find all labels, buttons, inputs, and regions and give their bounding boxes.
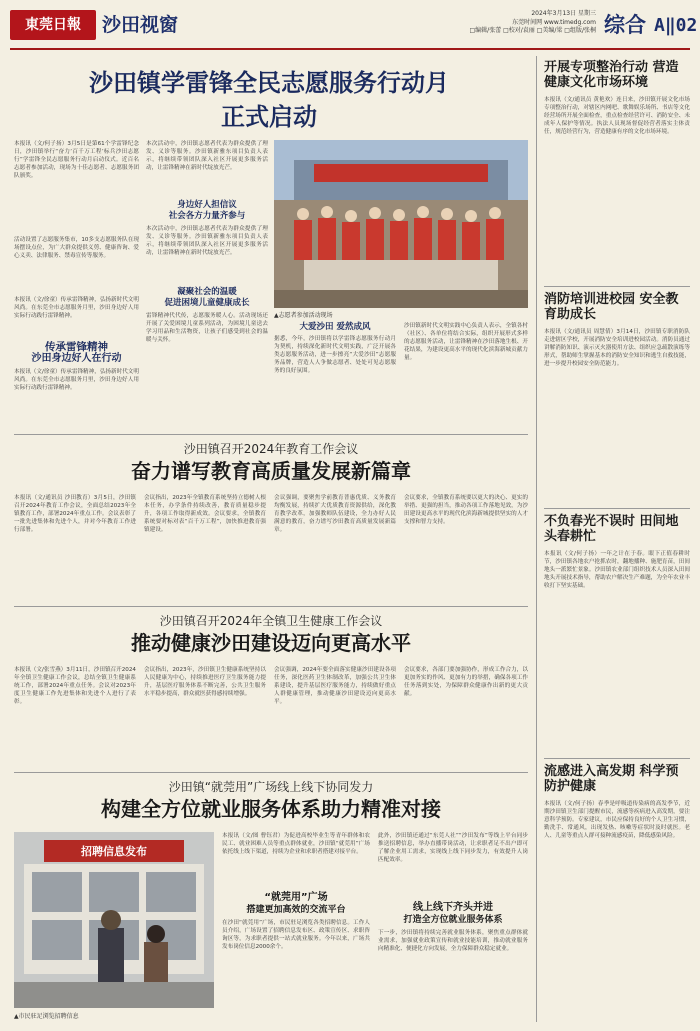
article4-paragraph: 本报讯（文/图 曹钰君）为促进高校毕业生等青年群体和农民工、就业困难人员等重点群体就业，沙田镇“就莞用”广场依托线上线下渠道，持续为企业和求职者搭建对接平台。 [222,833,370,856]
section-name: 综合 [604,13,646,37]
sidebar-story-body: 本报讯（文/何子扬）一年之计在于春。眼下正值春耕时节，沙田镇各地农户抢抓农时，翻地播种、施肥育苗，田间地头一派繁忙景象。沙田镇农业部门组织技术人员深入田间地头开展技术指导，帮助农户解决生产难题，为全年农业丰收打下坚实基础。 [544,551,690,590]
divider [544,286,690,287]
article3-column: 会议指出，2023年，沙田镇卫生健康系统坚持以人民健康为中心，持续推进医疗卫生服务能力提升，基层医疗服务体系不断完善，公共卫生服务水平稳步提高，群众就医获得感持续增强。 [144,667,266,698]
sidebar-story-body: 本报讯（文/何子扬）春季是呼吸道传染病的高发季节，近期沙田镇卫生部门提醒市民，流感等疾病进入高发期，要注意科学预防。专家建议，市民应保持良好的个人卫生习惯，勤洗手、常通风，出现发热、咳嗽等症状时及时就医。老人、儿童等重点人群可接种流感疫苗，降低感染风险。 [544,801,690,840]
article3-column: 会议要求，各部门要加强协作，形成工作合力，以更加务实的作风、更加有力的举措，确保各项工作任务落到实处，为保障群众健康作出新的更大贡献。 [404,667,528,698]
article3-column: 会议强调，2024年要全面落实健康沙田建设各项任务，深化医药卫生体制改革，加强公共卫生体系建设，提升基层医疗服务能力，持续做好重点人群健康管理，推动健康沙田建设迈向更高水平。 [274,667,396,706]
sidebar-story-3 [544,514,690,754]
article4-subhead: “就莞用”广场 [264,892,328,903]
date-line: 2024年3月13日 星期三 [531,10,596,17]
article4-column-right [378,832,528,1022]
divider [544,758,690,759]
divider [14,606,528,607]
lead-title-line1: 沙田镇学雷锋全民志愿服务行动月 [89,68,449,97]
lead-paragraph: 本次活动中，沙田镇志愿者代表为群众提供了理发、义诊等服务。沙田镇新雅东项目负责人表示，将继续带领团队深入社区开展更多服务活动，让雷锋精神在新时代绽放光芒。 [146,226,268,257]
lead-column-3 [274,322,396,432]
article2-title: 奋力谱写教育高质量发展新篇章 [131,459,411,483]
article4-column-left [222,832,370,1022]
article4-photo-caption: ▲市民驻足浏览招聘信息 [14,1013,79,1020]
lead-paragraph: 本报讯（文/何子扬）3月5日是第61个学雷锋纪念日，沙田镇举行“奋力‘百千万工程’标兵沙田志愿行”学雷锋全民志愿服务行动月启动仪式。近百名志愿者参加活动，现场为十佳志愿者、志愿服务团队颁奖。 [14,141,139,180]
lead-subhead: 社会各方力量齐参与 [168,211,246,221]
article2-body [14,494,528,600]
lead-paragraph: 沙田镇新时代文明实践中心负责人表示，全镇各村（社区）、各单位将结合实际，组织开展形式多样的志愿服务活动，让雷锋精神在沙田落地生根、开花结果，为建设更高水平的现代化滨海新城贡献力量。 [404,323,528,362]
lead-photo-caption: ▲志愿者参加活动现场 [274,312,333,319]
article4-kicker: 沙田镇“就莞用”广场线上线下协同发力 [168,780,374,794]
sidebar-divider [536,56,537,1022]
divider [14,434,528,435]
sidebar-story-body: 本报讯（文/通讯员 周慧倩）3月14日，沙田镇专职消防队走进辖区学校，开展消防安全培训进校园活动。消防员通过讲解消防知识、演示灭火器使用方法、组织应急疏散演练等形式，帮助师生掌握基本的消防安全知识和逃生自救技能，进一步提升校园安全防范能力。 [544,329,690,368]
article4-body [222,832,528,1022]
lead-title [14,66,524,134]
lead-subhead: 大爱沙田 爱然成风 [299,322,371,332]
lead-subhead: 沙田身边好人在行动 [31,353,122,364]
article2-column: 会议要求，全镇教育系统要以更大的决心、更实的举措、更强的担当，推动各项工作落地见效，为沙田建设更高水平的现代化滨海新城提供坚实的人才支撑和智力支持。 [404,495,528,526]
lead-column-2 [146,140,268,430]
lead-paragraph: 本报讯（文/徐童）传承雷锋精神，弘扬新时代文明风尚。在东莞全市志愿服务月里，沙田身边好人用实际行动践行雷锋精神。 [14,297,139,320]
article2-column: 会议指出，2023年全镇教育系统坚持立德树人根本任务，办学条件持续改善，教育质量稳步提升，各项工作取得新成效。会议要求，全镇教育系统要对标对表“百千万工程”，加快推进教育强镇建设。 [144,495,266,534]
sidebar-story-title: 不负春光不误时 田间地头春耕忙 [544,514,679,544]
lead-paragraph: 本次活动中，沙田镇志愿者代表为群众提供了理发、义诊等服务。沙田镇新雅东项目负责人表示，将继续带领团队深入社区开展更多服务活动，让雷锋精神在新时代绽放光芒。 [146,141,268,172]
sidebar-story-body: 本报讯（文/通讯员 黄艳欢）连日来，沙田镇开展文化市场专项整治行动，对辖区内网吧、歌舞娱乐场所、书店等文化经营场所开展全面检查，重点检查经营许可、消防安全、未成年人保护等情况。执法人员现场督促经营者落实主体责任，规范经营行为，营造健康有序的文化市场环境。 [544,97,690,136]
page-number: A‖02 [654,15,698,36]
lead-subhead: 促进困境儿童健康成长 [164,298,250,308]
site-line: 东莞时间网 www.timedg.com [512,18,596,26]
lead-photo [274,140,528,308]
divider [14,772,528,773]
newspaper-logo: 東莞日報 [10,10,96,40]
article2-column: 会议强调，要聚焦学前教育普惠优质、义务教育均衡发展，持续扩大优质教育资源供给，深化教育教学改革，加强教师队伍建设，全力办好人民满意的教育，奋力谱写沙田教育高质量发展新篇章。 [274,495,396,534]
article2-kicker: 沙田镇召开2024年教育工作会议 [183,442,359,456]
editors-line: □编辑/张蕾 □校对/袁丽 □美编/梁 □组版/张桐 [469,27,596,34]
sidebar-story-title: 开展专项整治行动 营造健康文化市场环境 [544,60,679,90]
article4-photo [14,832,214,1008]
lead-column-4 [404,322,528,432]
article4-paragraph: 此外，沙田镇还通过“东莞人社”“沙田发布”等线上平台同步推送招聘信息，举办直播带岗活动，让求职者足不出户即可了解企业用工需求，实现线上线下同步发力，有效提升人岗匹配效率。 [378,833,528,864]
lead-subhead: 凝聚社会的温暖 [177,287,237,297]
article4-paragraph: 在沙田“就莞用”广场，市民驻足浏览各类招聘信息。工作人员介绍，广场设置了招聘信息发布区、政策宣传区、求职咨询区等，为求职者提供一站式就业服务。今年以来，广场共发布岗位信息2000余个。 [222,920,370,951]
lead-title-line2: 正式启动 [221,102,317,131]
article4-paragraph: 下一步，沙田镇将持续完善就业服务体系，聚焦重点群体就业需求，加强就业政策宣传和就业技能培训，推动就业服务向精准化、便捷化方向发展，全力保障群众稳定就业。 [378,930,528,953]
article4-subhead: 线上线下齐头并进 [413,902,493,913]
article4-subhead: 搭建更加高效的交流平台 [246,905,346,915]
page-name: 沙田视窗 [102,14,179,36]
sidebar-story-title: 消防培训进校园 安全教育助成长 [544,292,679,322]
lead-paragraph: 本报讯（文/徐童）传承雷锋精神，弘扬新时代文明风尚。在东莞全市志愿服务月里，沙田身边好人用实际行动践行雷锋精神。 [14,369,139,392]
article3-body [14,666,528,766]
article3-column: 本报讯（文/张雪燕）3月11日，沙田镇召开2024年全镇卫生健康工作会议，总结全镇卫生健康系统工作，部署2024年重点任务。会议对2023年度卫生健康工作先进集体和先进个人进行了表彰。 [14,667,136,706]
lead-paragraph: 据悉，今年，沙田镇将以学雷锋志愿服务行动月为契机，持续深化新时代文明实践，广泛开展各类志愿服务活动，进一步擦亮“大爱沙田”志愿服务品牌，营造人人争做志愿者、处处可见志愿服务的良好氛围。 [274,336,396,375]
lead-subhead: 传承雷锋精神 [45,341,108,353]
article2-column: 本报讯（文/通讯员 沙田教育）3月5日，沙田镇召开2024年教育工作会议，全面总结2023年全镇教育工作，部署2024年重点工作。会议表彰了一批先进集体和先进个人，并对今年教育工作进行部署。 [14,495,136,534]
lead-column-1 [14,140,139,430]
lead-paragraph: 活动设置了志愿服务集市，10多支志愿服务队在现场摆设点位，为广大群众提供义剪、健康咨询、爱心义卖、法律服务、禁毒宣传等服务。 [14,237,139,260]
article3-kicker: 沙田镇召开2024年全镇卫生健康工作会议 [159,614,383,628]
lead-paragraph: 雷锋精神代代传，志愿服务暖人心。活动现场还开展了关爱困境儿童系列活动，为困境儿童送去学习用品和生活物资，让孩子们感受到社会的温暖与关怀。 [146,313,268,344]
article4-subhead: 打造全方位就业服务体系 [403,915,503,925]
divider [544,508,690,509]
photo-banner-text: 招聘信息发布 [81,845,147,858]
article4-title: 构建全方位就业服务体系助力精准对接 [101,797,441,821]
sidebar-story-title: 流感进入高发期 科学预防护健康 [544,764,679,794]
sidebar-story-1 [544,60,690,282]
article3-title: 推动健康沙田建设迈向更高水平 [131,631,411,655]
lead-subhead: 身边好人担信议 [177,200,237,210]
sidebar-story-4 [544,764,690,1022]
masthead [10,6,698,50]
sidebar-story-2 [544,292,690,504]
masthead-info [446,10,596,36]
